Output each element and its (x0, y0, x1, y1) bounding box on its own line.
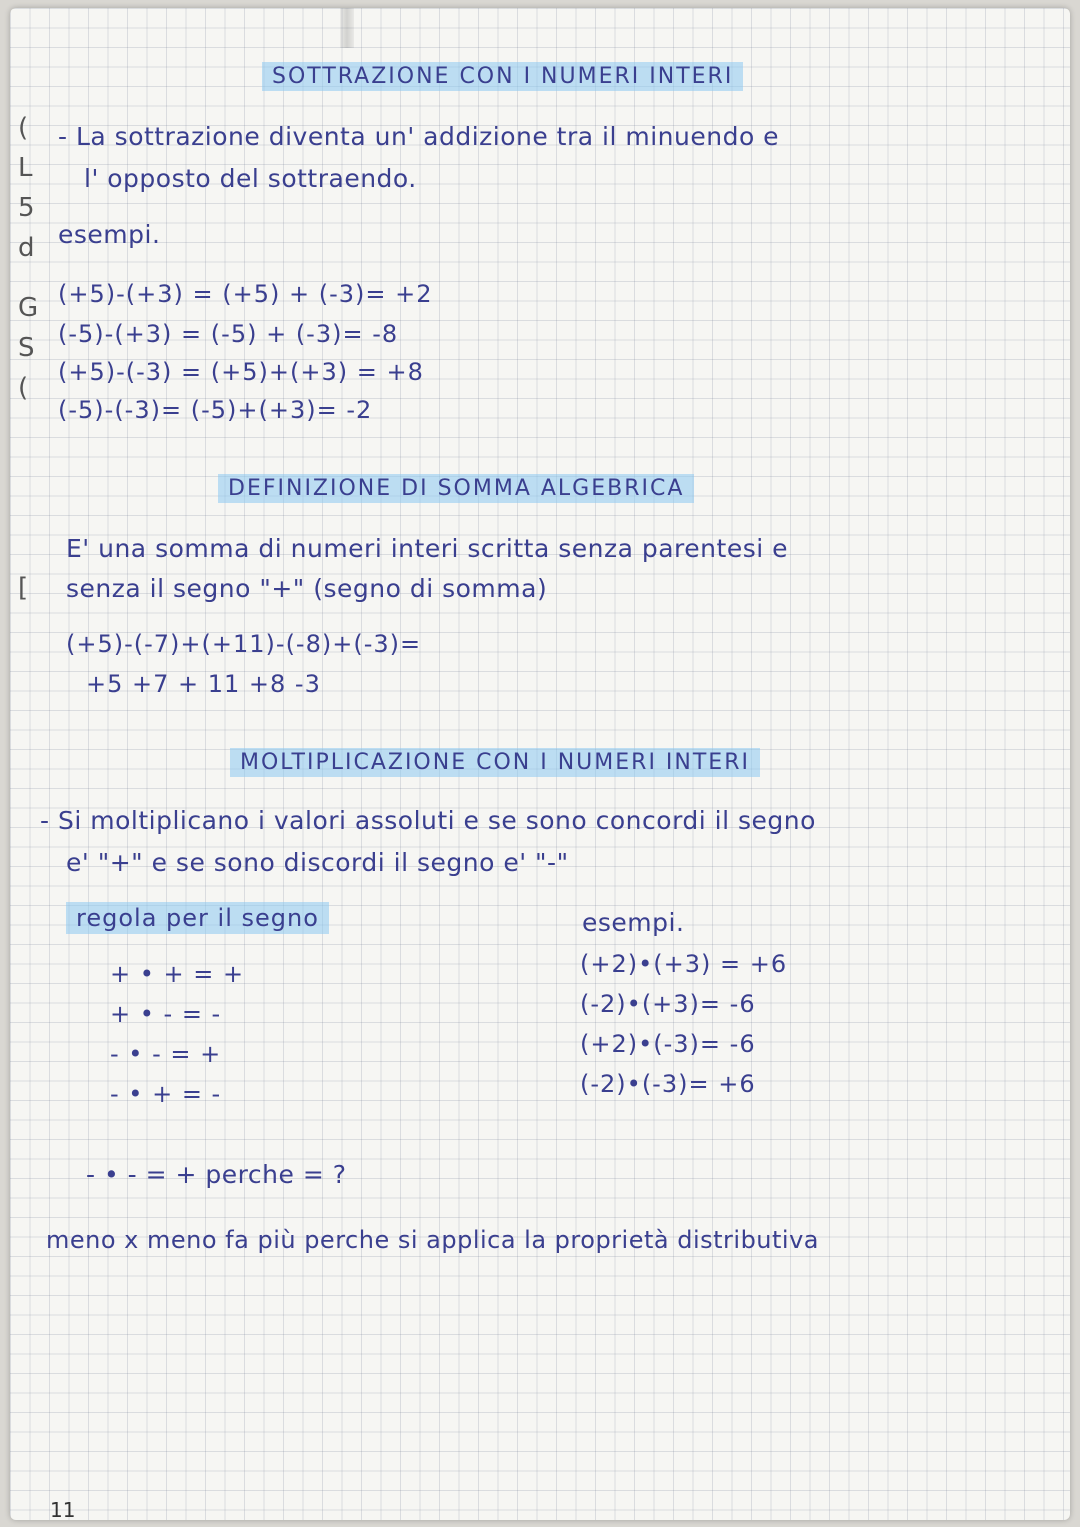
notebook-page (10, 8, 1070, 1520)
margin-mark: 5 (18, 193, 35, 223)
example-row: (-5)-(-3)= (-5)+(+3)= -2 (58, 396, 373, 424)
margin-marks (18, 108, 38, 608)
example-row: (-5)-(+3) = (-5) + (-3)= -8 (58, 320, 399, 348)
sottrazione-line-1: - La sottrazione diventa un' addizione tra il minuendo e (58, 122, 780, 151)
rule-row: - • + = - (110, 1080, 222, 1108)
rule-row: + • - = - (110, 1000, 222, 1028)
margin-mark: ( (18, 113, 29, 143)
margin-mark: d (18, 233, 35, 263)
margin-mark: L (18, 153, 33, 183)
margin-mark: G (18, 293, 39, 323)
example-row: (+5)-(+3) = (+5) + (-3)= +2 (58, 280, 433, 308)
molt-example-row: (+2)•(-3)= -6 (580, 1030, 756, 1058)
somma-expression: (+5)-(-7)+(+11)-(-8)+(-3)= (66, 630, 422, 658)
margin-mark: S (18, 333, 35, 363)
esempi-molt-label: esempi. (582, 908, 685, 937)
heading-sottrazione: SOTTRAZIONE CON I NUMERI INTERI (262, 62, 743, 91)
molt-example-row: (+2)•(+3) = +6 (580, 950, 788, 978)
esempi-label: esempi. (58, 220, 161, 249)
page-number: 11 (50, 1498, 76, 1520)
margin-mark: ( (18, 373, 29, 403)
perche-question: - • - = + perche = ? (86, 1160, 347, 1189)
perche-answer: meno x meno fa più perche si applica la proprietà distributiva (46, 1226, 820, 1254)
sottrazione-line-2: l' opposto del sottraendo. (84, 164, 417, 193)
rule-row: - • - = + (110, 1040, 222, 1068)
molt-example-row: (-2)•(-3)= +6 (580, 1070, 756, 1098)
definizione-line-2: senza il segno "+" (segno di somma) (66, 574, 548, 603)
molt-example-row: (-2)•(+3)= -6 (580, 990, 756, 1018)
regola-label: regola per il segno (66, 902, 329, 934)
rule-row: + • + = + (110, 960, 245, 988)
moltiplicazione-line-2: e' "+" e se sono discordi il segno e' "-" (66, 848, 569, 877)
definizione-line-1: E' una somma di numeri interi scritta senza parentesi e (66, 534, 788, 563)
heading-moltiplicazione: MOLTIPLICAZIONE CON I NUMERI INTERI (230, 748, 760, 777)
example-row: (+5)-(-3) = (+5)+(+3) = +8 (58, 358, 424, 386)
heading-somma-algebrica: DEFINIZIONE DI SOMMA ALGEBRICA (218, 474, 694, 503)
somma-result: +5 +7 + 11 +8 -3 (86, 670, 321, 698)
page-fold (340, 8, 354, 48)
margin-mark: [ (18, 573, 29, 603)
moltiplicazione-line-1: - Si moltiplicano i valori assoluti e se sono concordi il segno (40, 806, 816, 835)
